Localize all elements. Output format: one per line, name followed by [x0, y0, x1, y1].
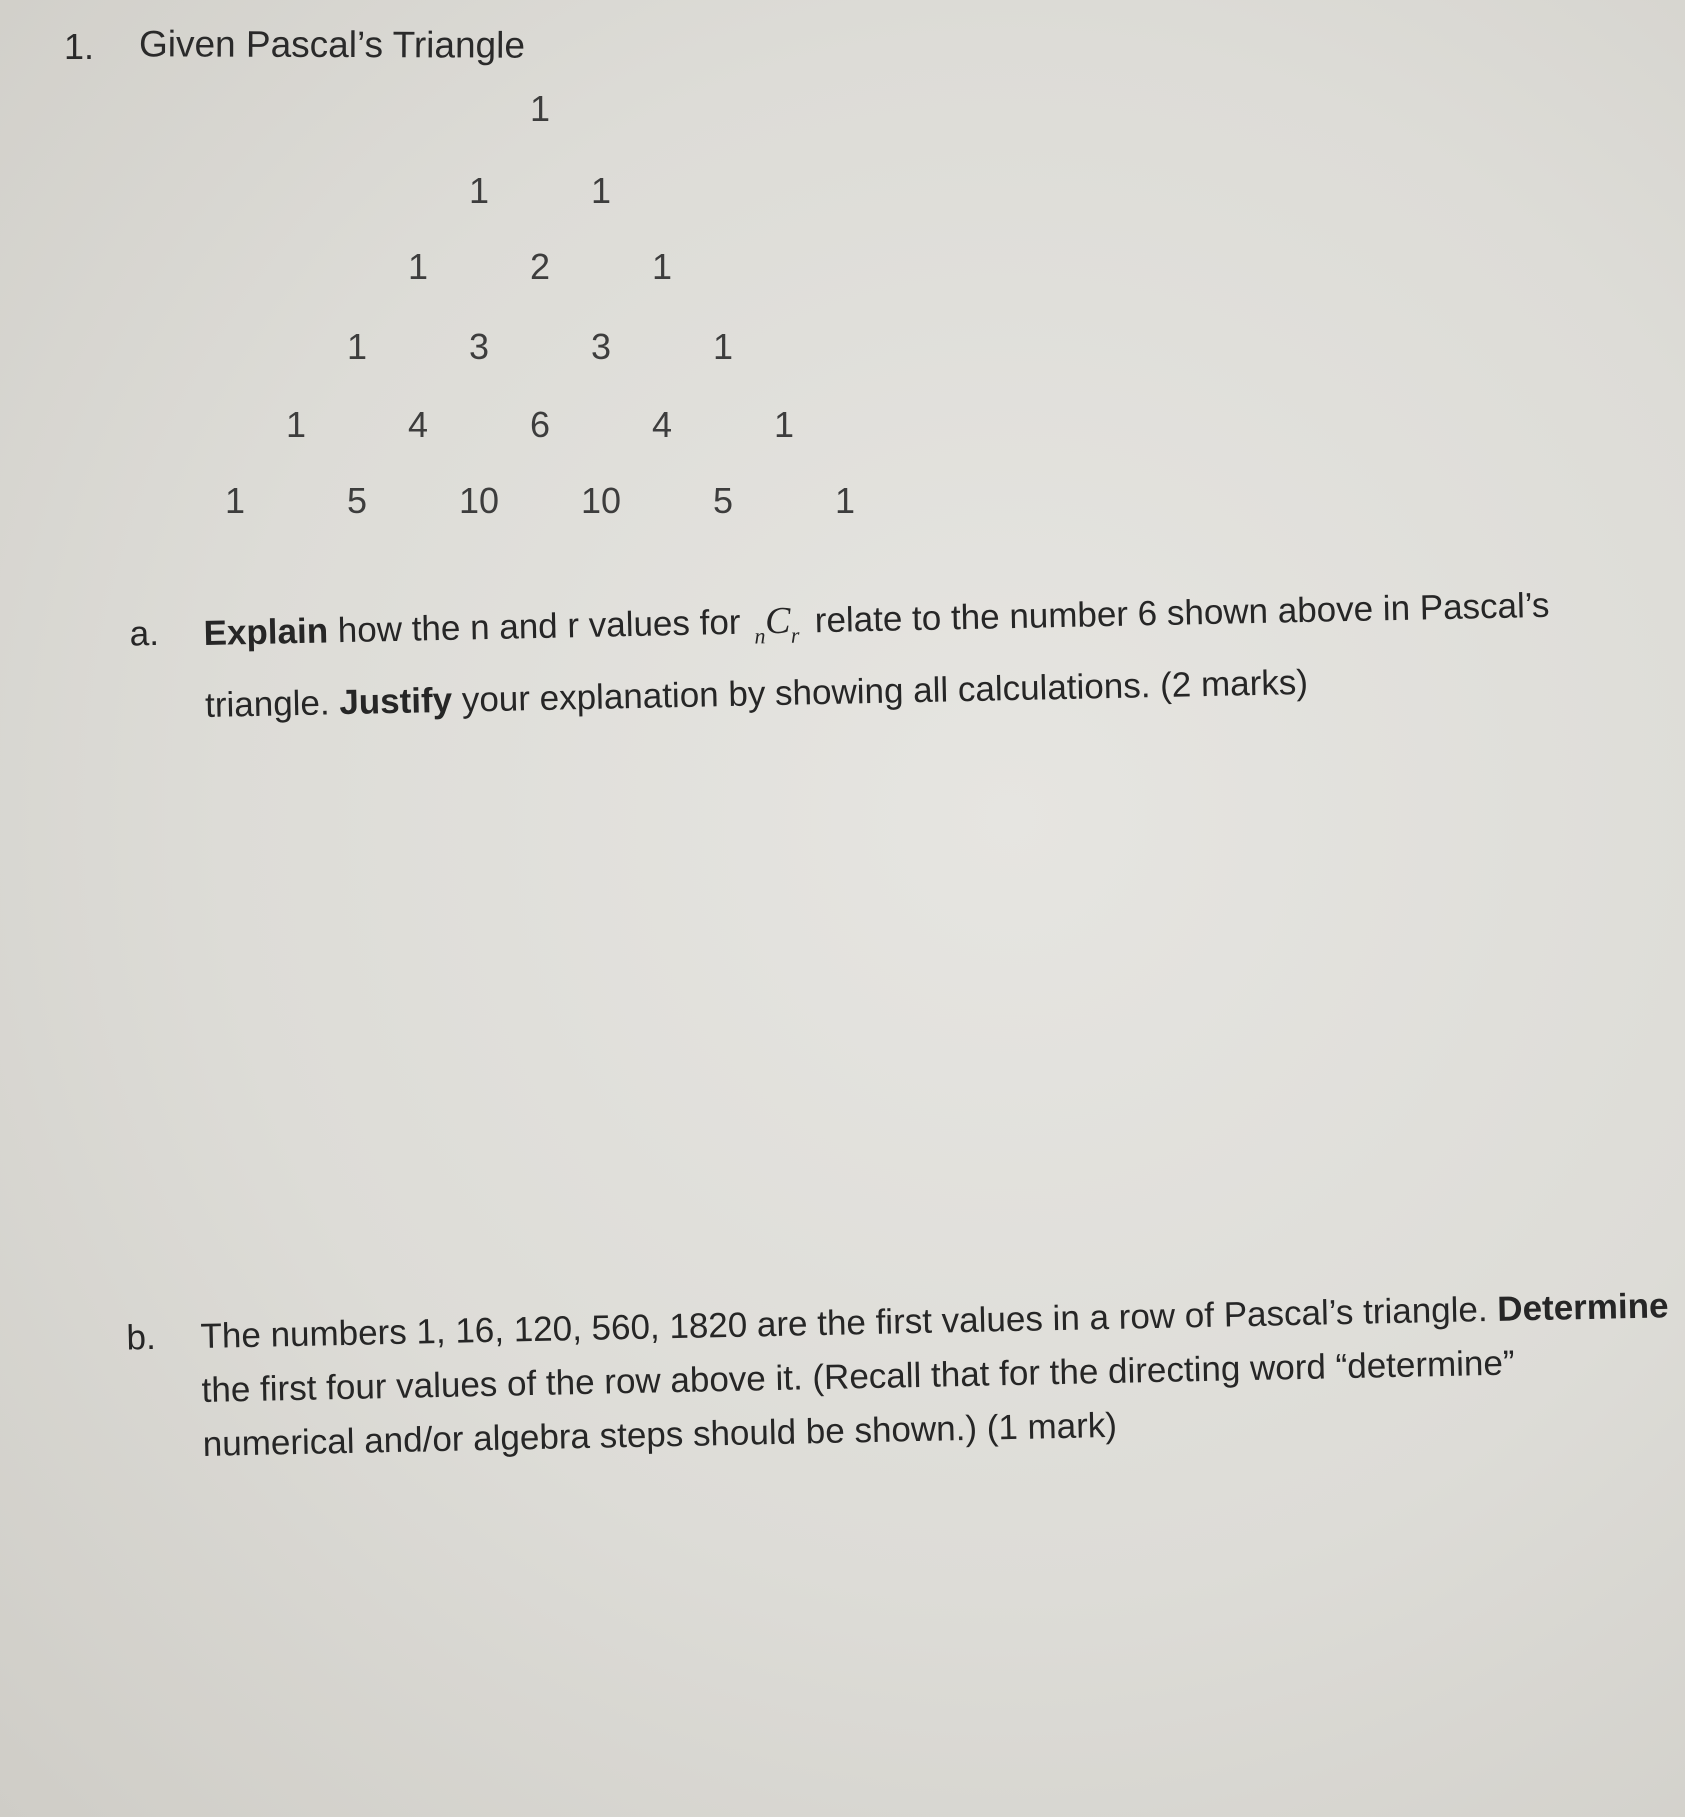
- question-number: 1.: [64, 26, 95, 67]
- triangle-value: 1: [712, 326, 734, 367]
- triangle-row: [0, 404, 1685, 452]
- directing-word-explain: Explain: [203, 611, 329, 653]
- triangle-value: 1: [468, 170, 490, 211]
- triangle-value: 1: [834, 480, 856, 521]
- triangle-value: 1: [529, 88, 551, 129]
- triangle-value: 1: [407, 246, 429, 287]
- ncr-r-subscript: r: [790, 622, 800, 648]
- triangle-value: 1: [285, 404, 307, 445]
- part-a-text-1: how the n and r values for: [327, 602, 751, 651]
- triangle-value: 1: [224, 480, 246, 521]
- triangle-value: 3: [468, 326, 490, 367]
- triangle-value: 4: [407, 404, 429, 445]
- ncr-notation: [754, 592, 800, 666]
- triangle-value: 1: [773, 404, 795, 445]
- triangle-row: [0, 170, 1685, 218]
- part-b-text-2: the first four values of the row above it. (Recall that for the directing word “determine” numerical and/or algebra steps should be shown.) (1 mark): [201, 1343, 1515, 1464]
- triangle-value: 5: [346, 480, 368, 521]
- part-b: [126, 1279, 1673, 1472]
- triangle-value: 1: [651, 246, 673, 287]
- triangle-value: 1: [346, 326, 368, 367]
- directing-word-determine: Determine: [1496, 1286, 1669, 1329]
- triangle-value: 10: [458, 480, 500, 521]
- directing-word-justify: Justify: [338, 680, 453, 723]
- triangle-row: [0, 246, 1685, 294]
- ncr-n-subscript: n: [754, 623, 766, 649]
- part-b-text-1: The numbers 1, 16, 120, 560, 1820 are the first values in a row of Pascal’s triangle.: [200, 1289, 1498, 1356]
- part-a-text-3: your explanation by showing all calculations. (2 marks): [451, 662, 1309, 720]
- triangle-value: 2: [529, 246, 551, 287]
- triangle-row: [0, 326, 1685, 374]
- part-a-label: a.: [129, 613, 160, 654]
- triangle-row: [0, 480, 1685, 528]
- triangle-value: 10: [580, 480, 622, 521]
- part-b-label: b.: [126, 1317, 157, 1358]
- triangle-value: 6: [529, 404, 551, 445]
- part-a-text-2: relate to the number 6 shown above in Pascal’s triangle.: [204, 585, 1550, 725]
- ncr-c: C: [764, 599, 791, 643]
- triangle-value: 4: [651, 404, 673, 445]
- part-a: [129, 574, 1625, 735]
- triangle-value: 5: [712, 480, 734, 521]
- pascal-triangle: [0, 0, 1685, 560]
- triangle-row: [0, 88, 1685, 136]
- question-title: Given Pascal’s Triangle: [138, 23, 526, 66]
- triangle-value: 3: [590, 326, 612, 367]
- triangle-value: 1: [590, 170, 612, 211]
